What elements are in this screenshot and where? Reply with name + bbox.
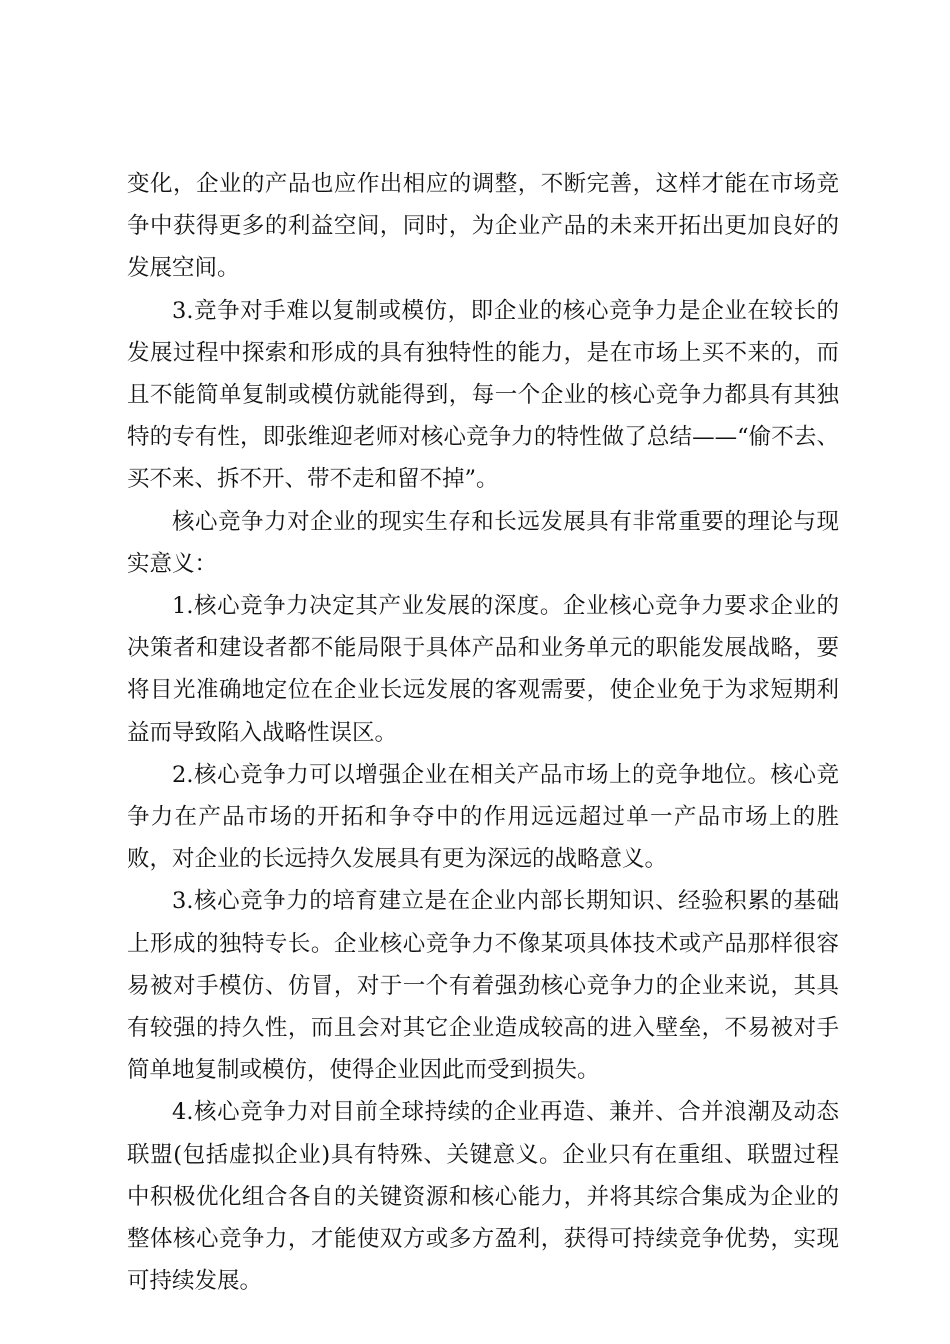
paragraph-continuation: 变化，企业的产品也应作出相应的调整，不断完善，这样才能在市场竞争中获得更多的利益空间，同时，为企业产品的未来开拓出更加良好的发展空间。 — [127, 171, 839, 282]
paragraph-significance-intro: 核心竞争力对企业的现实生存和长远发展具有非常重要的理论与现实意义： — [127, 508, 839, 577]
paragraph-point-3-inimitable: 3.竞争对手难以复制或模仿，即企业的核心竞争力是企业在较长的发展过程中探索和形成的具有独特性的能力，是在市场上买不来的，而且不能简单复制或模仿就能得到，每一个企业的核心竞争力都具有其独特的专有性，即张维迎老师对核心竞争力的特性做了总结——“偷不去、买不来、拆不开、带不走和留不掉”。 — [127, 297, 839, 493]
paragraph-significance-4: 4.核心竞争力对目前全球持续的企业再造、兼并、合并浪潮及动态联盟(包括虚拟企业)具有特殊、关键意义。企业只有在重组、联盟过程中积极优化组合各自的关键资源和核心能力，并将其综合集成为企业的整体核心竞争力，才能使双方或多方盈利，获得可持续竞争优势，实现可持续发展。 — [127, 1099, 839, 1295]
paragraph-significance-1: 1.核心竞争力决定其产业发展的深度。企业核心竞争力要求企业的决策者和建设者都不能局限于具体产品和业务单元的职能发展战略，要将目光准确地定位在企业长远发展的客观需要，使企业免于为求短期利益而导致陷入战略性误区。 — [127, 593, 839, 746]
paragraph-significance-2: 2.核心竞争力可以增强企业在相关产品市场上的竞争地位。核心竞争力在产品市场的开拓和争夺中的作用远远超过单一产品市场上的胜败，对企业的长远持久发展具有更为深远的战略意义。 — [127, 761, 839, 873]
document-body — [127, 163, 839, 1302]
paragraph-significance-3: 3.核心竞争力的培育建立是在企业内部长期知识、经验积累的基础上形成的独特专长。企业核心竞争力不像某项具体技术或产品那样很容易被对手模仿、仿冒，对于一个有着强劲核心竞争力的企业来说，其具有较强的持久性，而且会对其它企业造成较高的进入壁垒，不易被对手简单地复制或模仿，使得企业因此而受到损失。 — [127, 888, 839, 1084]
